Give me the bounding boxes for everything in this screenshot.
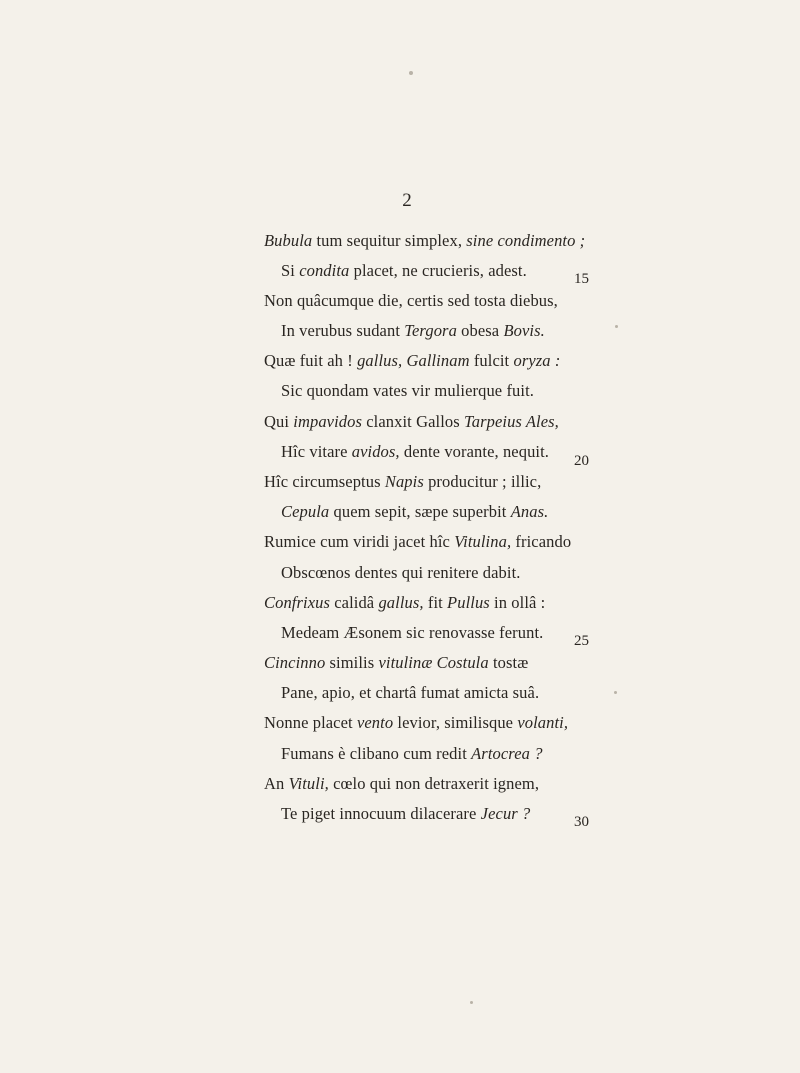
verse-line: [264, 291, 558, 311]
verse-italic-segment: vitulinæ Costula: [378, 653, 489, 672]
verse-segment: Pane, apio, et chartâ fumat amicta suâ.: [281, 683, 540, 702]
line-number-20: 20: [574, 453, 589, 469]
verse-segment: Fumans è clibano cum redit: [281, 744, 472, 763]
line-number-30: 30: [574, 814, 589, 830]
line-number-15: 15: [574, 271, 589, 287]
verse-segment: Te piget innocuum dilacerare: [281, 804, 481, 823]
verse-segment: in ollâ :: [489, 593, 546, 612]
verse-segment: similis: [325, 653, 379, 672]
verse-line: [281, 563, 520, 583]
verse-segment: In verubus sudant: [281, 321, 405, 340]
verse-segment: Si: [281, 261, 300, 280]
verse-segment: placet, ne crucieris, adest.: [349, 261, 527, 280]
verse-segment: Hîc vitare: [281, 442, 352, 461]
verse-segment: calidâ: [330, 593, 379, 612]
verse-line: [281, 442, 549, 462]
verse-segment: fricando: [511, 532, 572, 551]
verse-segment: tum sequitur simplex,: [312, 231, 467, 250]
verse-italic-segment: Anas.: [510, 502, 549, 521]
verse-segment: quem sepit, sæpe superbit: [329, 502, 511, 521]
verse-italic-segment: Napis: [384, 472, 424, 491]
verse-italic-segment: sine condimento ;: [466, 231, 586, 250]
verse-italic-segment: vento: [356, 713, 394, 732]
verse-italic-segment: Bovis.: [503, 321, 545, 340]
verse-segment: Nonne placet: [264, 713, 357, 732]
verse-segment: fulcit: [469, 351, 514, 370]
verse-line: [281, 623, 543, 643]
verse-line: [264, 472, 541, 492]
verse-italic-segment: Vituli,: [288, 774, 329, 793]
ink-spot: [614, 691, 617, 694]
verse-italic-segment: condita: [299, 261, 350, 280]
verse-line: [264, 412, 559, 432]
verse-segment: dente vorante, nequit.: [399, 442, 550, 461]
verse-segment: producitur ; illic,: [423, 472, 542, 491]
verse-segment: Sic quondam vates vir mulierque fuit.: [281, 381, 534, 400]
verse-italic-segment: avidos,: [351, 442, 400, 461]
verse-italic-segment: impavidos: [293, 412, 363, 431]
verse-segment: cœlo qui non detraxerit ignem,: [328, 774, 540, 793]
verse-line: [281, 502, 548, 522]
verse-line: [264, 532, 571, 552]
verse-italic-segment: Artocrea ?: [471, 744, 543, 763]
verse-line: [264, 713, 568, 733]
verse-segment: Qui: [264, 412, 294, 431]
verse-segment: clanxit Gallos: [362, 412, 464, 431]
line-number-25: 25: [574, 633, 589, 649]
verse-line: [264, 653, 528, 673]
page-number: 2: [402, 190, 412, 211]
verse-italic-segment: Tergora: [404, 321, 457, 340]
verse-line: [264, 774, 539, 794]
verse-segment: An: [264, 774, 289, 793]
verse-italic-segment: Pullus: [447, 593, 490, 612]
ink-spot: [615, 325, 618, 328]
verse-italic-segment: gallus, Gallinam: [357, 351, 470, 370]
verse-line: [264, 593, 545, 613]
ink-spot: [470, 1001, 473, 1004]
verse-italic-segment: Tarpeius Ales,: [463, 412, 559, 431]
verse-italic-segment: Cepula: [281, 502, 330, 521]
verse-segment: Obscœnos dentes qui renitere dabit.: [281, 563, 521, 582]
verse-italic-segment: gallus,: [378, 593, 424, 612]
verse-line: [281, 683, 539, 703]
verse-segment: obesa: [456, 321, 504, 340]
verse-line: [281, 321, 545, 341]
verse-line: [264, 351, 560, 371]
verse-line: [281, 804, 530, 824]
verse-italic-segment: Bubula: [264, 231, 313, 250]
verse-line: [264, 231, 585, 251]
verse-segment: Rumice cum viridi jacet hîc: [264, 532, 455, 551]
verse-italic-segment: Vitulina,: [454, 532, 512, 551]
verse-segment: fit: [423, 593, 448, 612]
verse-line: [281, 261, 527, 281]
verse-italic-segment: volanti,: [517, 713, 569, 732]
verse-segment: Hîc circumseptus: [264, 472, 385, 491]
verse-segment: levior, similisque: [393, 713, 518, 732]
verse-segment: Medeam Æsonem sic renovasse ferunt.: [281, 623, 544, 642]
verse-segment: Non quâcumque die, certis sed tosta diebus,: [264, 291, 558, 310]
verse-italic-segment: Confrixus: [264, 593, 330, 612]
verse-line: [281, 744, 543, 764]
verse-line: [281, 381, 534, 401]
ink-spot: [409, 71, 413, 75]
verse-segment: Quæ fuit ah !: [264, 351, 358, 370]
verse-italic-segment: Cincinno: [264, 653, 326, 672]
verse-italic-segment: oryza :: [513, 351, 561, 370]
verse-italic-segment: Jecur ?: [480, 804, 531, 823]
verse-segment: tostæ: [488, 653, 529, 672]
